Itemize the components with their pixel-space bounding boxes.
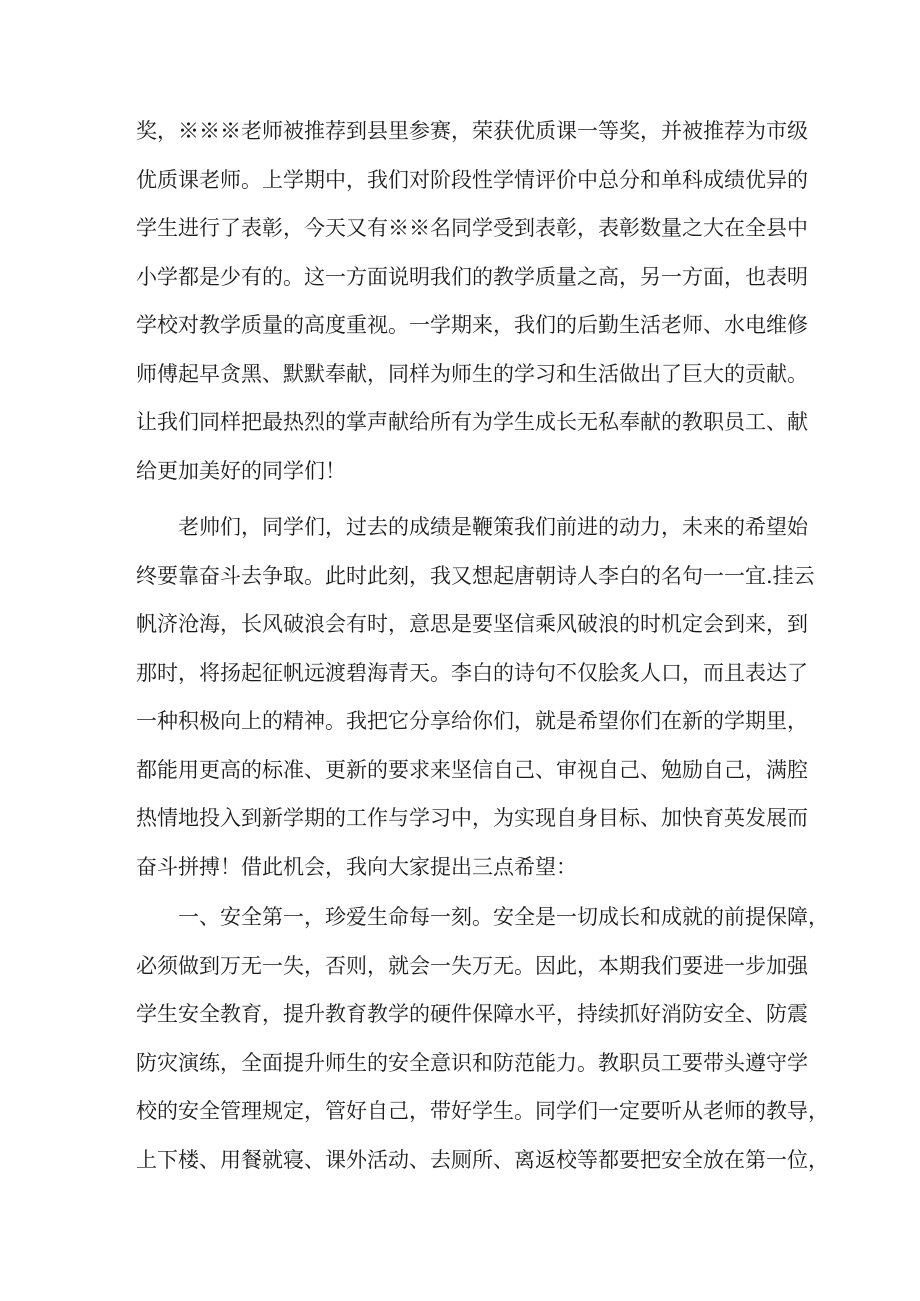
text-line: 学校对教学质量的高度重视。一学期来，我们的后勤生活老师、水电维修 (136, 313, 808, 337)
body-text (136, 107, 829, 1186)
text-line: 小学都是少有的。这一方面说明我们的教学质量之高，另一方面，也表明 (136, 264, 808, 289)
text-line: 必须做到万无一失，否则，就会一失万无。因此，本期我们要进一步加强 (136, 953, 808, 978)
text-line: 热情地投入到新学期的工作与学习中，为实现自身目标、加快育英发展而 (136, 806, 808, 830)
text-line: 奋斗拼搏！借此机会，我向大家提出三点希望： (136, 854, 577, 879)
text-line: 学生进行了表彰，今天又有※※名同学受到表彰，表彰数量之大在全县中 (136, 216, 808, 240)
text-line: 优质课老师。上学期中，我们对阶段性学情评价中总分和单科成绩优异的 (136, 167, 808, 192)
paragraph-1 (136, 107, 808, 495)
paragraph-2 (136, 503, 815, 891)
text-line: 一种积极向上的精神。我把它分享给你们，就是希望你们在新的学期里， (136, 709, 808, 733)
text-line: 那时，将扬起征帆远渡碧海青天。李白的诗句不仅脍炙人口，而且表达了 (136, 660, 808, 685)
text-line: 帆济沧海，长风破浪会有时，意思是要坚信乘风破浪的时机定会到来，到 (136, 612, 808, 636)
text-line: 都能用更高的标准、更新的要求来坚信自己、审视自己、勉励自己，满腔 (136, 757, 808, 782)
paragraph-3 (136, 893, 829, 1184)
text-line: 上下楼、用餐就寝、课外活动、去厕所、离返校等都要把安全放在第一位， (136, 1147, 829, 1172)
text-line: 一、安全第一，珍爱生命每一刻。安全是一切成长和成就的前提保障， (178, 905, 829, 929)
text-line: 奖，※※※老师被推荐到县里参赛，荣获优质课一等奖，并被推荐为市级 (136, 119, 808, 143)
text-line: 给更加美好的同学们！ (136, 458, 346, 483)
text-line: 终要靠奋斗去争取。此时此刻，我又想起唐朝诗人李白的名句一一宜.挂云 (136, 563, 815, 588)
text-line: 防灾演练，全面提升师生的安全意识和防范能力。教职员工要带头遵守学 (136, 1050, 808, 1075)
text-line: 老帅们，同学们，过去的成绩是鞭策我们前进的动力，未来的希望始 (178, 515, 808, 539)
text-line: 学生安全教育，提升教育教学的硬件保障水平，持续抓好消防安全、防震 (136, 1002, 808, 1026)
text-line: 校的安全管理规定，管好自己，带好学生。同学们一定要听从老师的教导， (136, 1099, 829, 1123)
text-line: 师傅起早贪黑、默默奉献，同样为师生的学习和生活做出了巨大的贡献。 (136, 361, 808, 386)
text-line: 让我们同样把最热烈的掌声献给所有为学生成长无私奉献的教职员工、献 (136, 410, 808, 434)
